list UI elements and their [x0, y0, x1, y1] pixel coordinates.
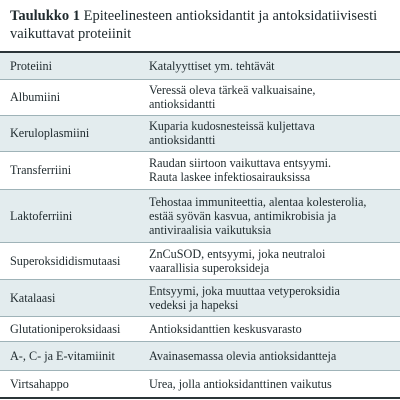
description-line: ZnCuSOD, entsyymi, joka neutraloi [149, 246, 326, 261]
description-cell [141, 151, 400, 189]
table-row [0, 151, 400, 189]
description-line: Raudan siirtoon vaikuttava entsyymi. [149, 156, 332, 170]
table-title: Epiteelinesteen antioksidantit ja antoksidatiivisesti vaikuttavat proteiinit [10, 8, 378, 42]
description-cell [141, 189, 400, 242]
description-cell [141, 370, 400, 397]
bottom-rule [0, 397, 400, 399]
description-cell [141, 115, 400, 151]
description-cell [141, 279, 400, 316]
table-row [0, 189, 400, 242]
antioxidant-table [0, 53, 400, 397]
table-number: Taulukko 1 [10, 8, 81, 24]
description-cell [141, 53, 400, 79]
description-line: Urea, jolla antioksidanttinen vaikutus [149, 376, 332, 391]
table-row [0, 341, 400, 370]
description-cell [141, 341, 400, 370]
description-line: antioksidantti [149, 97, 216, 111]
protein-cell: Superoksididismutaasi [0, 242, 141, 279]
protein-cell: Transferriini [0, 151, 141, 189]
description-line: Antioksidanttien keskusvarasto [149, 321, 302, 336]
description-cell [141, 242, 400, 279]
table-row [0, 242, 400, 279]
table-row [0, 53, 400, 79]
description-line: vaarallisia superoksideja [149, 260, 270, 275]
table-row [0, 79, 400, 115]
description-line: antioksidantti [149, 133, 216, 147]
description-line: Entsyymi, joka muuttaa vetyperoksidia [149, 283, 340, 298]
protein-cell: Laktoferriini [0, 189, 141, 242]
protein-cell: Virtsahappo [0, 370, 141, 397]
protein-cell: Keruloplasmiini [0, 115, 141, 151]
table-row [0, 370, 400, 397]
protein-cell: Proteiini [0, 53, 141, 79]
description-cell [141, 316, 400, 341]
protein-cell: Katalaasi [0, 279, 141, 316]
description-line: Tehostaa immuniteettia, alentaa kolesterolia, [149, 194, 367, 209]
description-line: Avainasemassa olevia antioksidantteja [149, 348, 337, 363]
description-line: Rauta laskee infektiosairauksissa [149, 170, 311, 184]
description-line: Kuparia kudosnesteissä kuljettava [149, 119, 315, 133]
protein-cell: Glutationiperoksidaasi [0, 316, 141, 341]
table-row [0, 316, 400, 341]
table-caption [10, 7, 394, 43]
description-cell [141, 79, 400, 115]
description-line: antiviraalisia vaikutuksia [149, 222, 272, 237]
description-line: Veressä oleva tärkeä valkuaisaine, [149, 83, 316, 97]
protein-cell: A-, C- ja E-vitamiinit [0, 341, 141, 370]
description-line: vedeksi ja hapeksi [149, 297, 239, 312]
description-line: estää syövän kasvua, antimikrobisia ja [149, 208, 337, 223]
table-row [0, 115, 400, 151]
description-line: Katalyyttiset ym. tehtävät [149, 58, 275, 73]
table-row [0, 279, 400, 316]
protein-cell: Albumiini [0, 79, 141, 115]
